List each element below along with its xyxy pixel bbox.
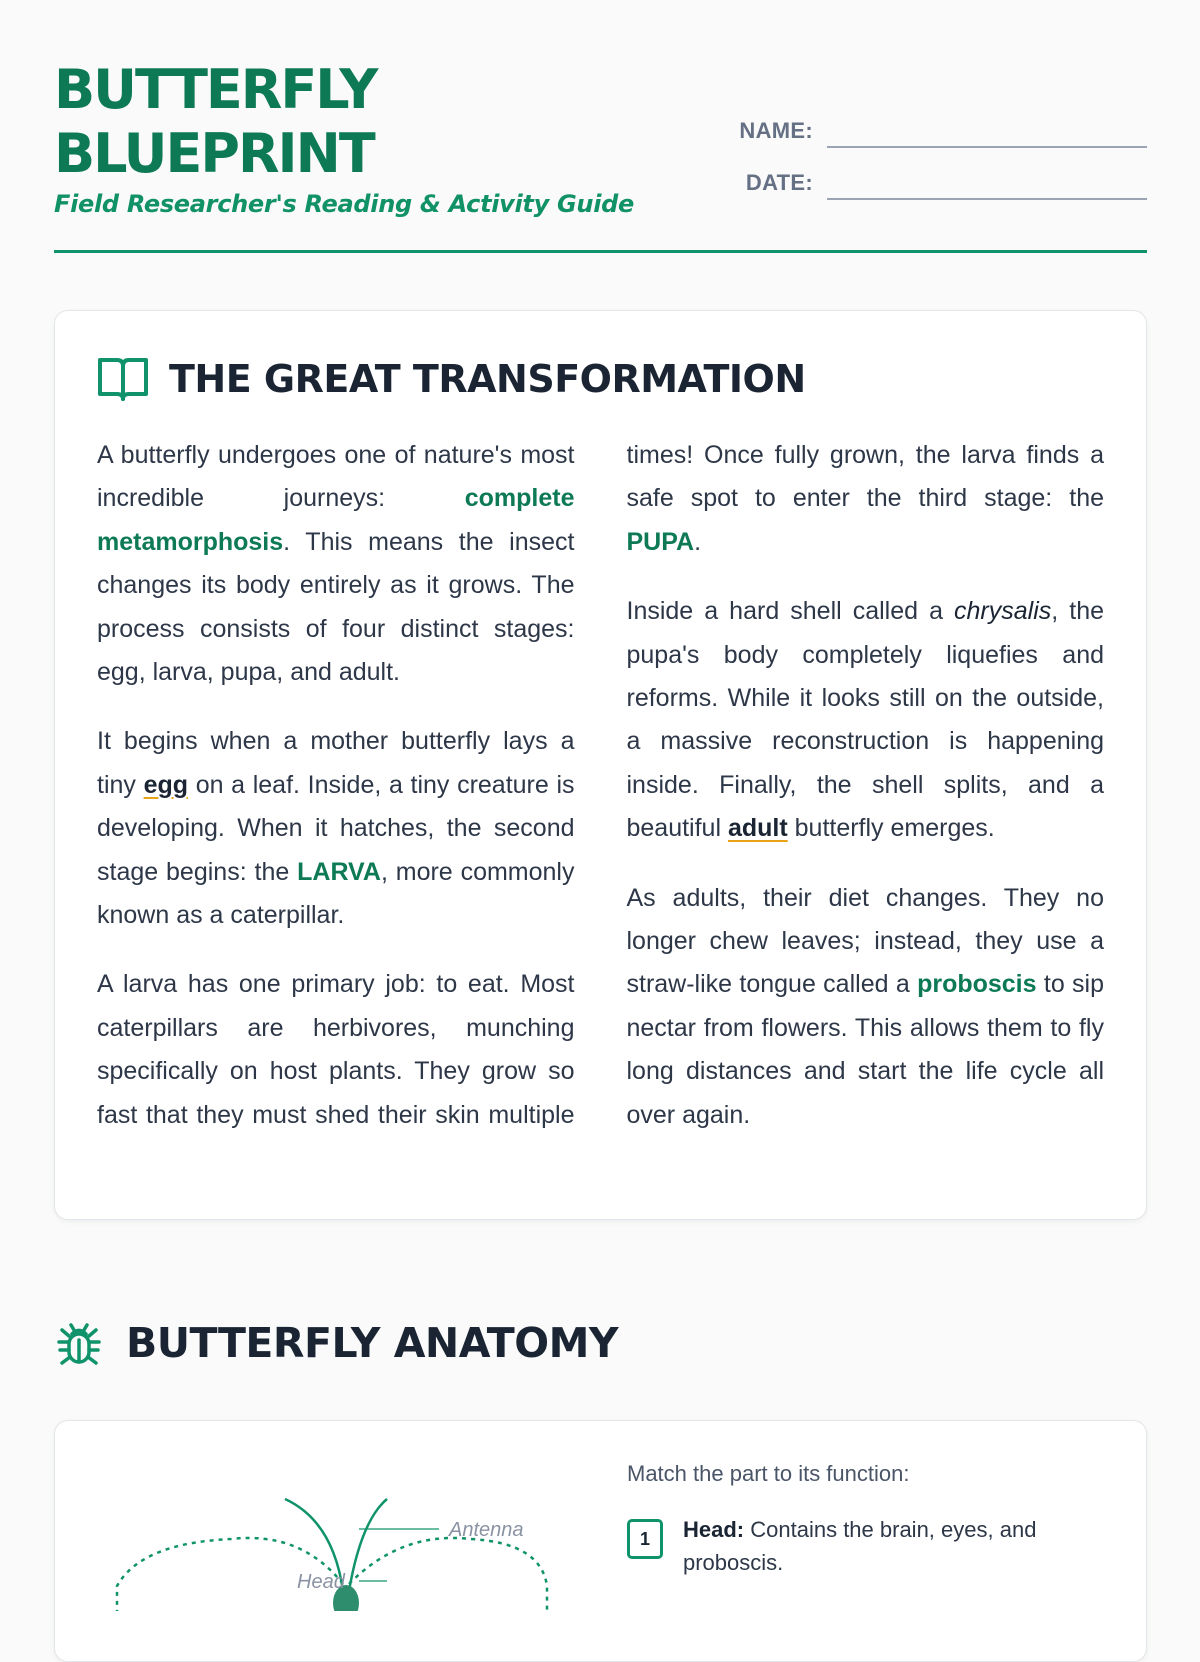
paragraph-5 xyxy=(627,877,1105,1137)
p4-text-b: , the pupa's body completely liquefies and reforms. While it looks still on the outside, a massive reconstruction is happening inside. Finally, the shell splits, and a beautiful xyxy=(626,597,1104,843)
right-wing-outline xyxy=(349,1538,547,1611)
head-label: Head xyxy=(297,1571,345,1593)
p4-text-c: butterfly emerges. xyxy=(787,814,995,843)
anatomy-heading: BUTTERFLY ANATOMY xyxy=(126,1319,619,1367)
reading-text xyxy=(97,434,1104,1137)
paragraph-1 xyxy=(97,434,575,694)
header-divider xyxy=(54,250,1147,253)
match-number-box[interactable]: 1 xyxy=(627,1519,663,1559)
title-line-1: BUTTERFLY xyxy=(54,58,377,121)
matching-activity xyxy=(627,1461,1087,1579)
anatomy-card xyxy=(54,1420,1147,1662)
term-proboscis: proboscis xyxy=(917,970,1037,999)
name-row xyxy=(737,96,1147,148)
name-label: NAME: xyxy=(739,118,813,143)
match-text xyxy=(683,1513,1087,1579)
antenna-label: Antenna xyxy=(449,1519,524,1541)
reading-card xyxy=(54,310,1147,1220)
paragraph-2 xyxy=(97,720,575,937)
butterfly-diagram xyxy=(111,1481,571,1611)
reading-card-header xyxy=(97,355,806,403)
p3-text-a: A larva has one primary job: to eat. Most caterpillars are herbivores, munching specifically on host plants. They grow so fast that they must shed their skin multiple times! Once fully grown, the larva finds a safe spot to enter the third stage: the xyxy=(97,441,1104,1129)
p3-text-b: . xyxy=(694,527,702,556)
p5-text-a: As adults, their diet changes. They no longer chew leaves; instead, they use a straw-like tongue called a xyxy=(626,883,1104,999)
p2-text-c: , more commonly known as a caterpillar. xyxy=(97,857,575,930)
term-larva: LARVA xyxy=(297,857,381,886)
date-label: DATE: xyxy=(745,170,813,195)
page-title xyxy=(54,58,376,186)
p4-text-a: Inside a hard shell called a xyxy=(626,597,955,626)
name-field[interactable] xyxy=(827,116,1147,148)
right-antenna xyxy=(349,1499,387,1591)
match-part: Head: xyxy=(683,1517,745,1542)
match-item[interactable] xyxy=(627,1513,1087,1579)
page-header xyxy=(54,0,1147,258)
title-line-2: BLUEPRINT xyxy=(54,122,374,185)
anatomy-section-header xyxy=(54,1318,618,1368)
page-subtitle: Field Researcher's Reading & Activity Guide xyxy=(54,190,634,218)
student-info-fields xyxy=(737,96,1147,200)
term-chrysalis: chrysalis xyxy=(954,597,1052,626)
p5-text-b: to sip nectar from flowers. This allows them to fly long distances and start the life cycle all over again. xyxy=(626,970,1105,1129)
term-pupa: PUPA xyxy=(626,527,695,556)
p1-text-b: . This means the insect changes its body entirely as it grows. The process consists of four distinct stages: egg, larva, pupa, and adult. xyxy=(97,527,575,687)
term-egg: egg xyxy=(143,770,189,799)
p1-text-a: A butterfly undergoes one of nature's most incredible journeys: xyxy=(97,441,575,513)
date-field[interactable] xyxy=(827,168,1147,200)
open-book-icon xyxy=(97,355,149,403)
bug-icon xyxy=(54,1318,104,1368)
reading-heading: THE GREAT TRANSFORMATION xyxy=(169,357,806,401)
paragraph-4 xyxy=(627,590,1105,850)
worksheet-page xyxy=(54,0,1147,1593)
p2-text-a: It begins when a mother butterfly lays a tiny xyxy=(97,727,575,799)
term-adult: adult xyxy=(727,814,788,843)
matching-instruction: Match the part to its function: xyxy=(627,1461,910,1486)
p2-text-b: on a leaf. Inside, a tiny creature is developing. When it hatches, the second stage begins: the xyxy=(97,770,575,886)
term-complete-metamorphosis: complete metamorphosis xyxy=(97,484,575,556)
match-desc: Contains the brain, eyes, and proboscis. xyxy=(683,1517,1037,1575)
date-row xyxy=(737,148,1147,200)
